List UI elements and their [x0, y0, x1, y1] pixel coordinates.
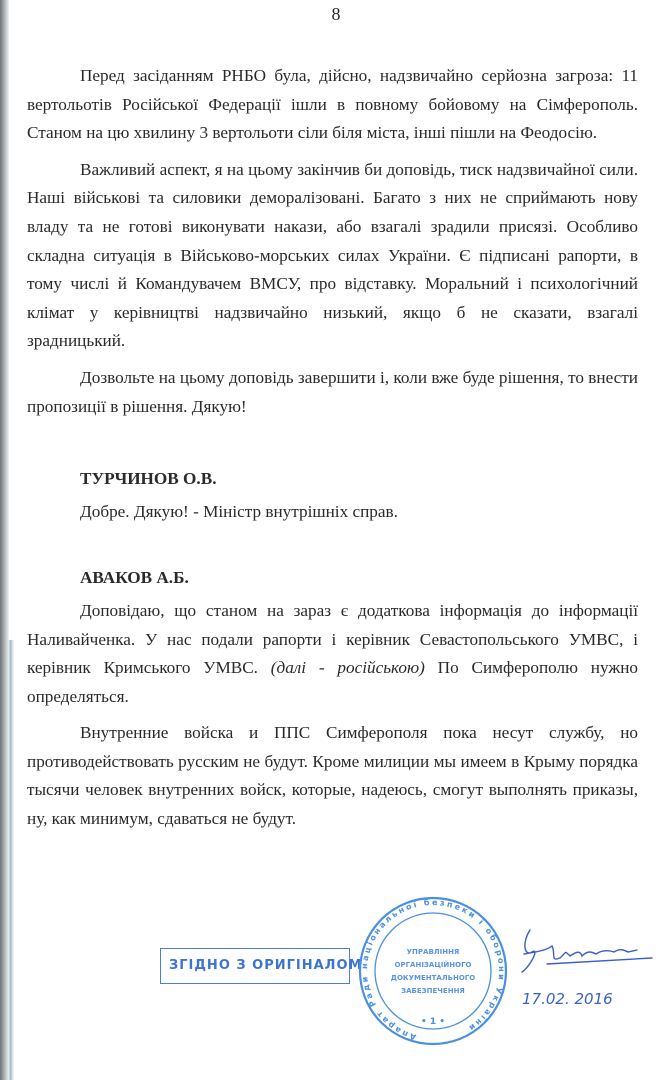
speaker-text-turchynov: Добре. Дякую! - Міністр внутрішніх справ. [80, 501, 398, 521]
paragraph-avakov-report [27, 597, 638, 711]
paragraph-helicopters: Перед засіданням РНБО була, дійсно, надзвичайно серйозна загроза: 11 вертольотів Російської Федерації ішли в повному бойовому на Сімферополь. Станом на цю хвилину 3 вертольоти сіли біля міста, інші пішли на Феодосію. [27, 66, 638, 143]
seal-outer-text: Апарат Ради національної безпеки і оборони України [359, 897, 507, 1042]
scan-binding-edge-lower [0, 640, 14, 1080]
paragraph-avakov-troops: Внутренние войска и ППС Симферополя пока несут службу, но противодействовать русским не будут. Кроме милиции мы имеем в Крыму порядка тысячи человек внутренних войск, которые, надеюсь, смогут выполнять приказы, ну, как минимум, сдаваться не будут. [27, 723, 638, 829]
seal-outer-ring [360, 898, 506, 1044]
document-body [27, 62, 638, 834]
paragraph-demoralized: Важливий аспект, я на цьому закінчив би доповідь, тиск надзвичайної сили. Наші військові та силовики деморалізовані. Багато з них не сприймають нову владу та не готові виконувати накази, або взагалі зрадили присязі. Особливо складна ситуація в Військово-морських силах України. Є підписані рапорти, в тому числі й Командувачем ВМСУ, про відставку. Моральний і психологічний клімат у керівництві надзвичайно низький, якщо б не сказати, взагалі зрадницький. [27, 159, 638, 351]
speaker-name-avakov: АВАКОВ А.Б. [80, 568, 189, 588]
signature-icon [512, 924, 662, 984]
certification-stamp: ЗГІДНО З ОРИГІНАЛОМ [160, 948, 350, 984]
official-seal [358, 896, 508, 1046]
seal-inner-line-4: ЗАБЕЗПЕЧЕННЯ [401, 987, 465, 995]
seal-inner-line-2: ОРГАНІЗАЦІЙНОГО [394, 961, 472, 969]
signature-date: 17.02. 2016 [522, 990, 613, 1008]
seal-inner-line-3: ДОКУМЕНТАЛЬНОГО [390, 974, 476, 982]
seal-number: • 1 • [420, 1017, 446, 1027]
avakov-text-1: Доповідаю, що станом на зараз є додаткова інформація до інформації Наливайченка. У нас подали рапорти і керівник Севастопольського УМВС, і керівник Кримського УМВС. [27, 600, 638, 678]
seal-inner-line-1: УПРАВЛІННЯ [406, 948, 460, 956]
signature-block [512, 924, 662, 1034]
language-note: (далі - російською) [270, 658, 425, 678]
page-number: 8 [331, 4, 341, 24]
paragraph-conclusion: Дозвольте на цьому доповідь завершити і, коли вже буде рішення, то внести пропозиції в рішення. Дякую! [27, 367, 638, 416]
speaker-name-turchynov: ТУРЧИНОВ О.В. [80, 469, 217, 489]
seal-inner-ring [375, 913, 491, 1029]
avakov-text-2: По Симферополю нужно определяться. [27, 658, 639, 706]
